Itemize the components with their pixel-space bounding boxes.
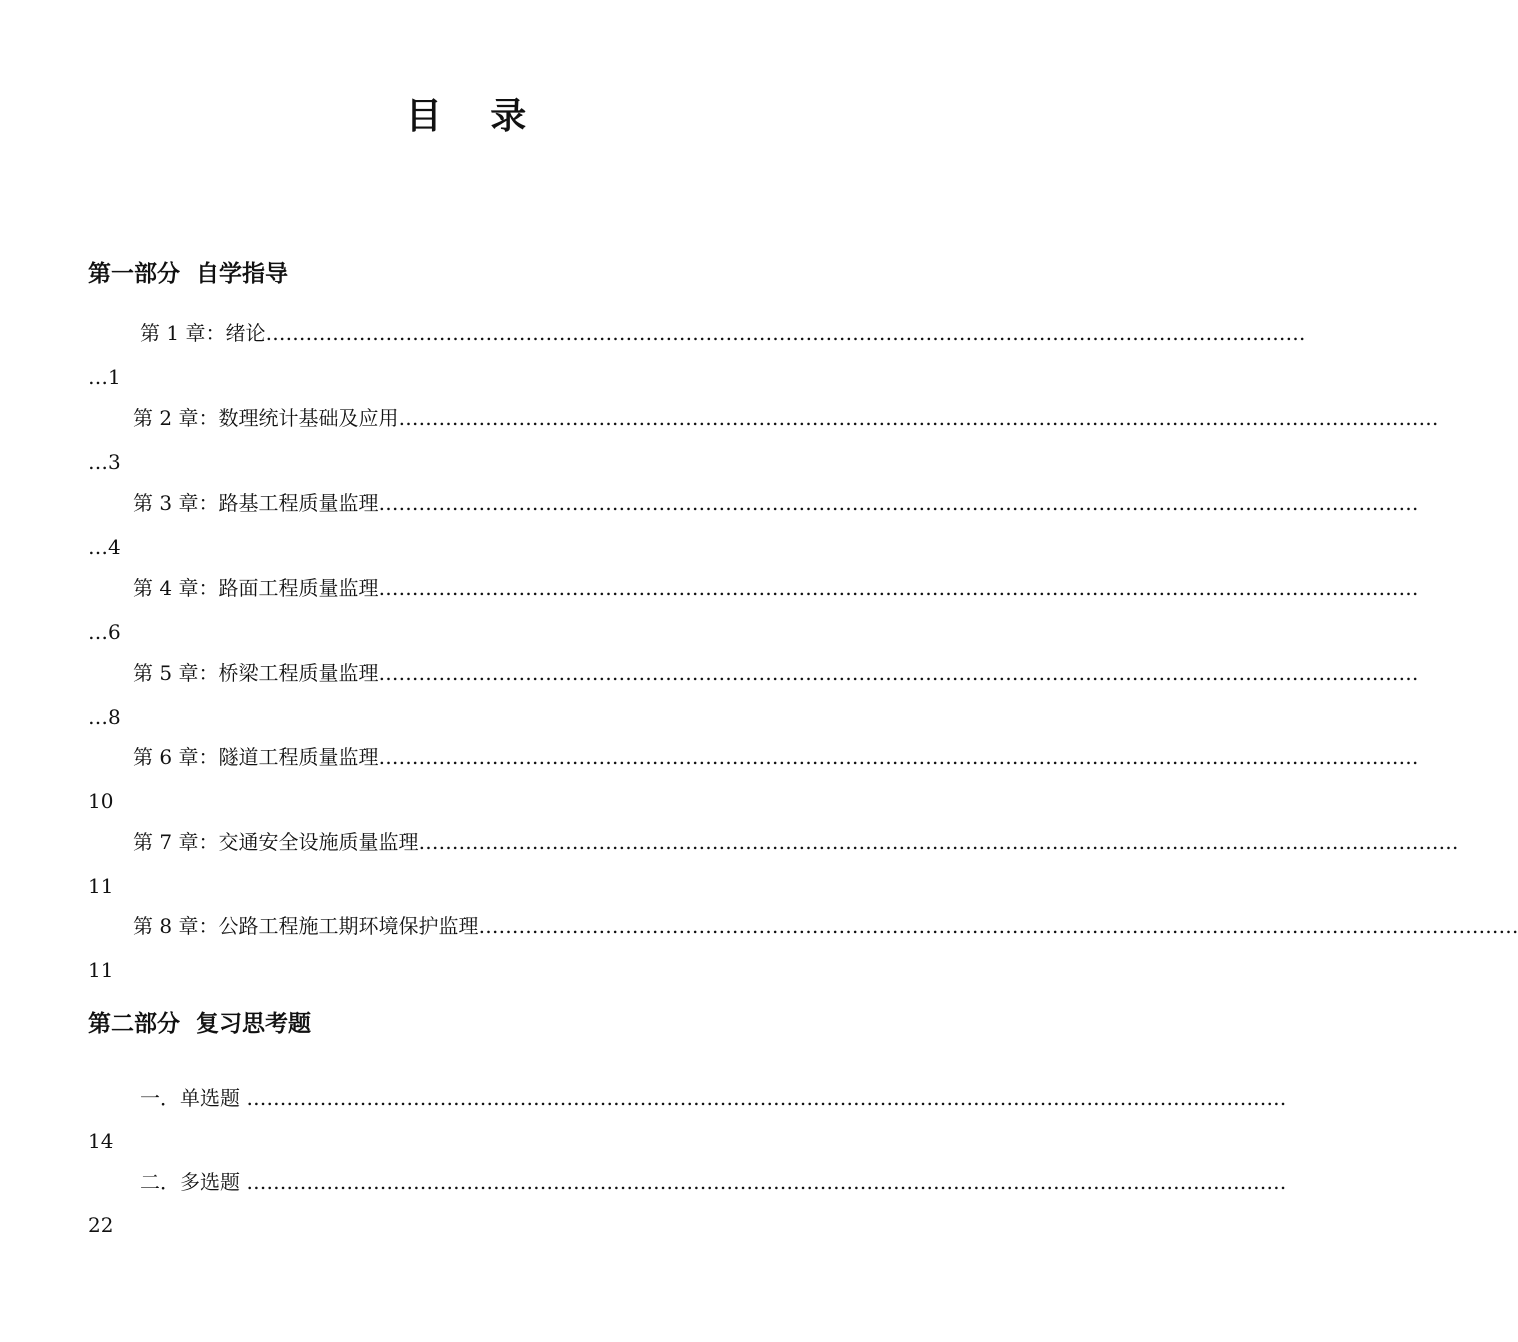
toc-leader-dots: ………………………………………………………………………………………………………………………………………… [246, 1086, 1287, 1110]
toc-entry-page-number: 11 [88, 958, 114, 982]
toc-entry-label: 第 6 章：隧道工程质量监理 [133, 745, 379, 769]
toc-entry-label: 第 2 章：数理统计基础及应用 [133, 406, 399, 430]
toc-entry-page-number: …6 [88, 620, 121, 644]
toc-entry-page-number: …8 [88, 705, 121, 729]
toc-entry-label: 第 8 章：公路工程施工期环境保护监理 [133, 914, 479, 938]
toc-leader-dots: ………………………………………………………………………………………………………………………………………… [246, 1170, 1287, 1194]
toc-entry-single-choice[interactable] [140, 1083, 1287, 1113]
toc-entry-chapter-7[interactable] [133, 827, 1459, 857]
toc-entry-page-number: 22 [88, 1213, 114, 1237]
toc-entry-chapter-1[interactable] [140, 318, 1306, 348]
toc-leader-dots: ………………………………………………………………………………………………………………………………………… [478, 914, 1518, 938]
toc-entry-chapter-2[interactable] [133, 403, 1439, 433]
toc-entry-chapter-6[interactable] [133, 742, 1419, 772]
toc-entry-label: 一．单选题 [140, 1086, 247, 1110]
toc-entry-label: 第 1 章：绪论 [140, 321, 266, 345]
toc-entry-page-number: …3 [88, 450, 121, 474]
toc-leader-dots: ………………………………………………………………………………………………………………………………………… [378, 576, 1419, 600]
toc-entry-page-number: …1 [88, 365, 121, 389]
toc-entry-page-number: 14 [88, 1129, 114, 1153]
toc-entry-chapter-5[interactable] [133, 658, 1419, 688]
toc-entry-page-number: 11 [88, 874, 114, 898]
toc-entry-chapter-4[interactable] [133, 573, 1419, 603]
toc-entry-label: 第 4 章：路面工程质量监理 [133, 576, 379, 600]
toc-entry-label: 二．多选题 [140, 1170, 247, 1194]
toc-entry-chapter-8[interactable] [133, 911, 1518, 941]
toc-entry-multiple-choice[interactable] [140, 1167, 1287, 1197]
section-heading-part1: 第一部分 自学指导 [88, 261, 289, 287]
toc-entry-label: 第 5 章：桥梁工程质量监理 [133, 661, 379, 685]
toc-entry-label: 第 3 章：路基工程质量监理 [133, 491, 379, 515]
toc-leader-dots: ………………………………………………………………………………………………………………………………………… [378, 491, 1419, 515]
toc-entry-label: 第 7 章：交通安全设施质量监理 [133, 830, 419, 854]
toc-leader-dots: ………………………………………………………………………………………………………………………………………… [418, 830, 1459, 854]
toc-leader-dots: ………………………………………………………………………………………………………………………………………… [265, 321, 1306, 345]
section-heading-part2: 第二部分 复习思考题 [88, 1011, 312, 1037]
toc-leader-dots: ………………………………………………………………………………………………………………………………………… [378, 661, 1419, 685]
toc-entry-page-number: 10 [88, 789, 114, 813]
toc-entry-chapter-3[interactable] [133, 488, 1419, 518]
toc-entry-page-number: …4 [88, 535, 121, 559]
page-title: 目 录 [405, 96, 545, 137]
toc-leader-dots: ………………………………………………………………………………………………………………………………………… [378, 745, 1419, 769]
toc-leader-dots: ………………………………………………………………………………………………………………………………………… [398, 406, 1439, 430]
